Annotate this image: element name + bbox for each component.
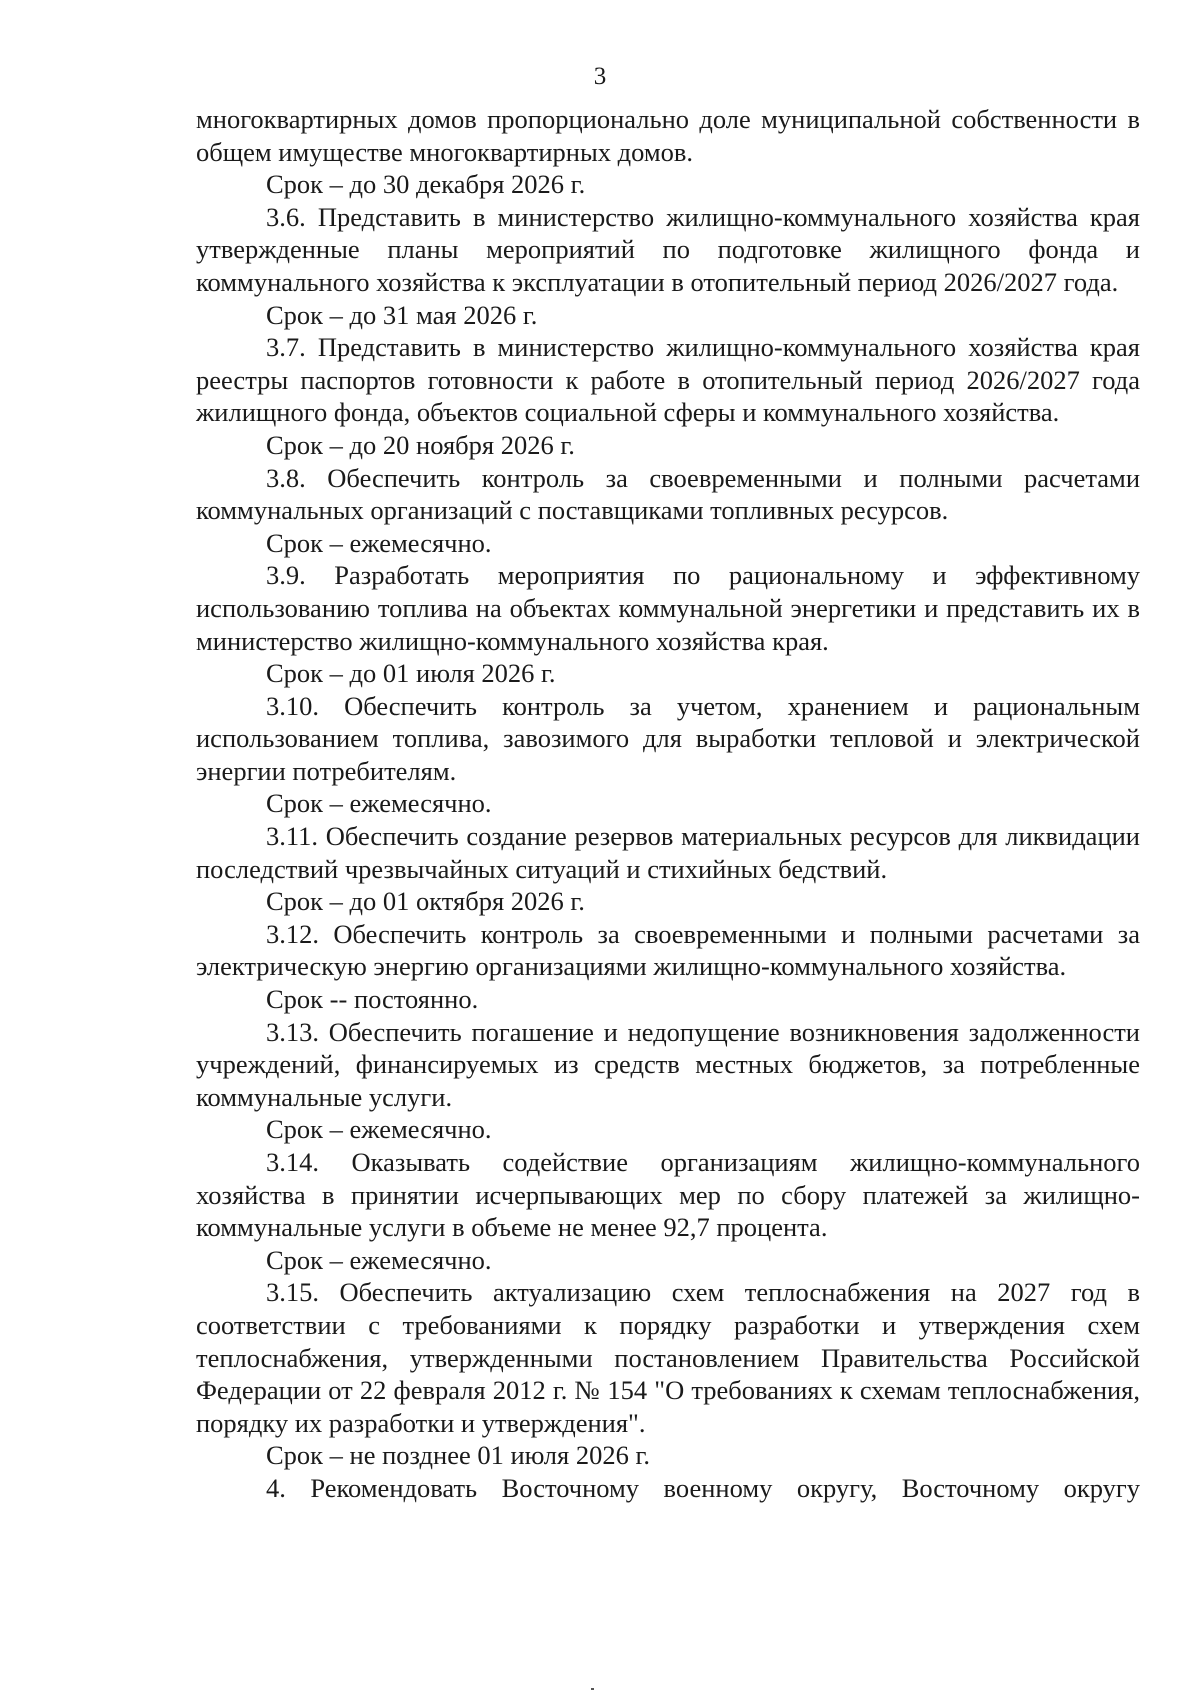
deadline-line: Срок – до 31 мая 2026 г.: [266, 299, 538, 330]
item-4: 4. Рекомендовать Восточному военному округу, Восточному округу: [266, 1472, 1140, 1503]
paragraph-continuation: многоквартирных домов пропорционально доле муниципальной собственности в общем имуществе многоквартирных домов.: [196, 104, 1140, 167]
deadline-line: Срок – ежемесячно.: [266, 1114, 492, 1145]
item-3-10: 3.10. Обеспечить контроль за учетом, хранением и рациональным использованием топлива, завозимого для выработки тепловой и электрической энергии потребителям.: [196, 690, 1140, 786]
item-3-6: 3.6. Представить в министерство жилищно-коммунального хозяйства края утвержденные планы мероприятий по подготовке жилищного фонда и коммунального хозяйства к эксплуатации в отопительный период 2026/2027 года.: [196, 201, 1140, 297]
deadline-line: Срок – не позднее 01 июля 2026 г.: [266, 1440, 650, 1471]
item-3-9: 3.9. Разработать мероприятия по рациональному и эффективному использованию топлива на объектах коммунальной энергетики и представить их в министерство жилищно-коммунального хозяйства края.: [196, 560, 1140, 656]
item-3-14: 3.14. Оказывать содействие организациям жилищно-коммунального хозяйства в принятии исчерпывающих мер по сбору платежей за жилищно-коммунальные услуги в объеме не менее 92,7 процента.: [196, 1147, 1140, 1243]
deadline-line: Срок – ежемесячно.: [266, 1244, 492, 1275]
item-3-7: 3.7. Представить в министерство жилищно-коммунального хозяйства края реестры паспортов готовности к работе в отопительный период 2026/2027 года жилищного фонда, объектов социальной сферы и коммунального хозяйства.: [196, 332, 1140, 428]
deadline-line: Срок – ежемесячно.: [266, 527, 492, 558]
deadline-line: Срок – ежемесячно.: [266, 788, 492, 819]
deadline-line: Срок – до 01 июля 2026 г.: [266, 658, 556, 689]
deadline-line: Срок – до 01 октября 2026 г.: [266, 886, 585, 917]
item-3-11: 3.11. Обеспечить создание резервов материальных ресурсов для ликвидации последствий чрезвычайных ситуаций и стихийных бедствий.: [196, 821, 1140, 884]
document-body: [196, 103, 1140, 1505]
page-number: 3: [593, 63, 607, 90]
deadline-line: Срок – до 20 ноября 2026 г.: [266, 429, 575, 460]
deadline-line: Срок – до 30 декабря 2026 г.: [266, 169, 586, 200]
item-3-13: 3.13. Обеспечить погашение и недопущение возникновения задолженности учреждений, финансируемых из средств местных бюджетов, за потребленные коммунальные услуги.: [196, 1016, 1140, 1112]
item-3-8: 3.8. Обеспечить контроль за своевременными и полными расчетами коммунальных организаций с поставщиками топливных ресурсов.: [196, 462, 1140, 526]
item-3-15: 3.15. Обеспечить актуализацию схем теплоснабжения на 2027 год в соответствии с требованиями к порядку разработки и утверждения схем теплоснабжения, утвержденными постановлением Правительства Российской Федерации от 22 февраля 2012 г. № 154 "О требованиях к схемам теплоснабжения, порядку их разработки и утверждения".: [196, 1277, 1140, 1438]
deadline-line: Срок -- постоянно.: [266, 984, 479, 1015]
scan-speck: [591, 1688, 594, 1690]
item-3-12: 3.12. Обеспечить контроль за своевременными и полными расчетами за электрическую энергию организациями жилищно-коммунального хозяйства.: [196, 918, 1140, 982]
